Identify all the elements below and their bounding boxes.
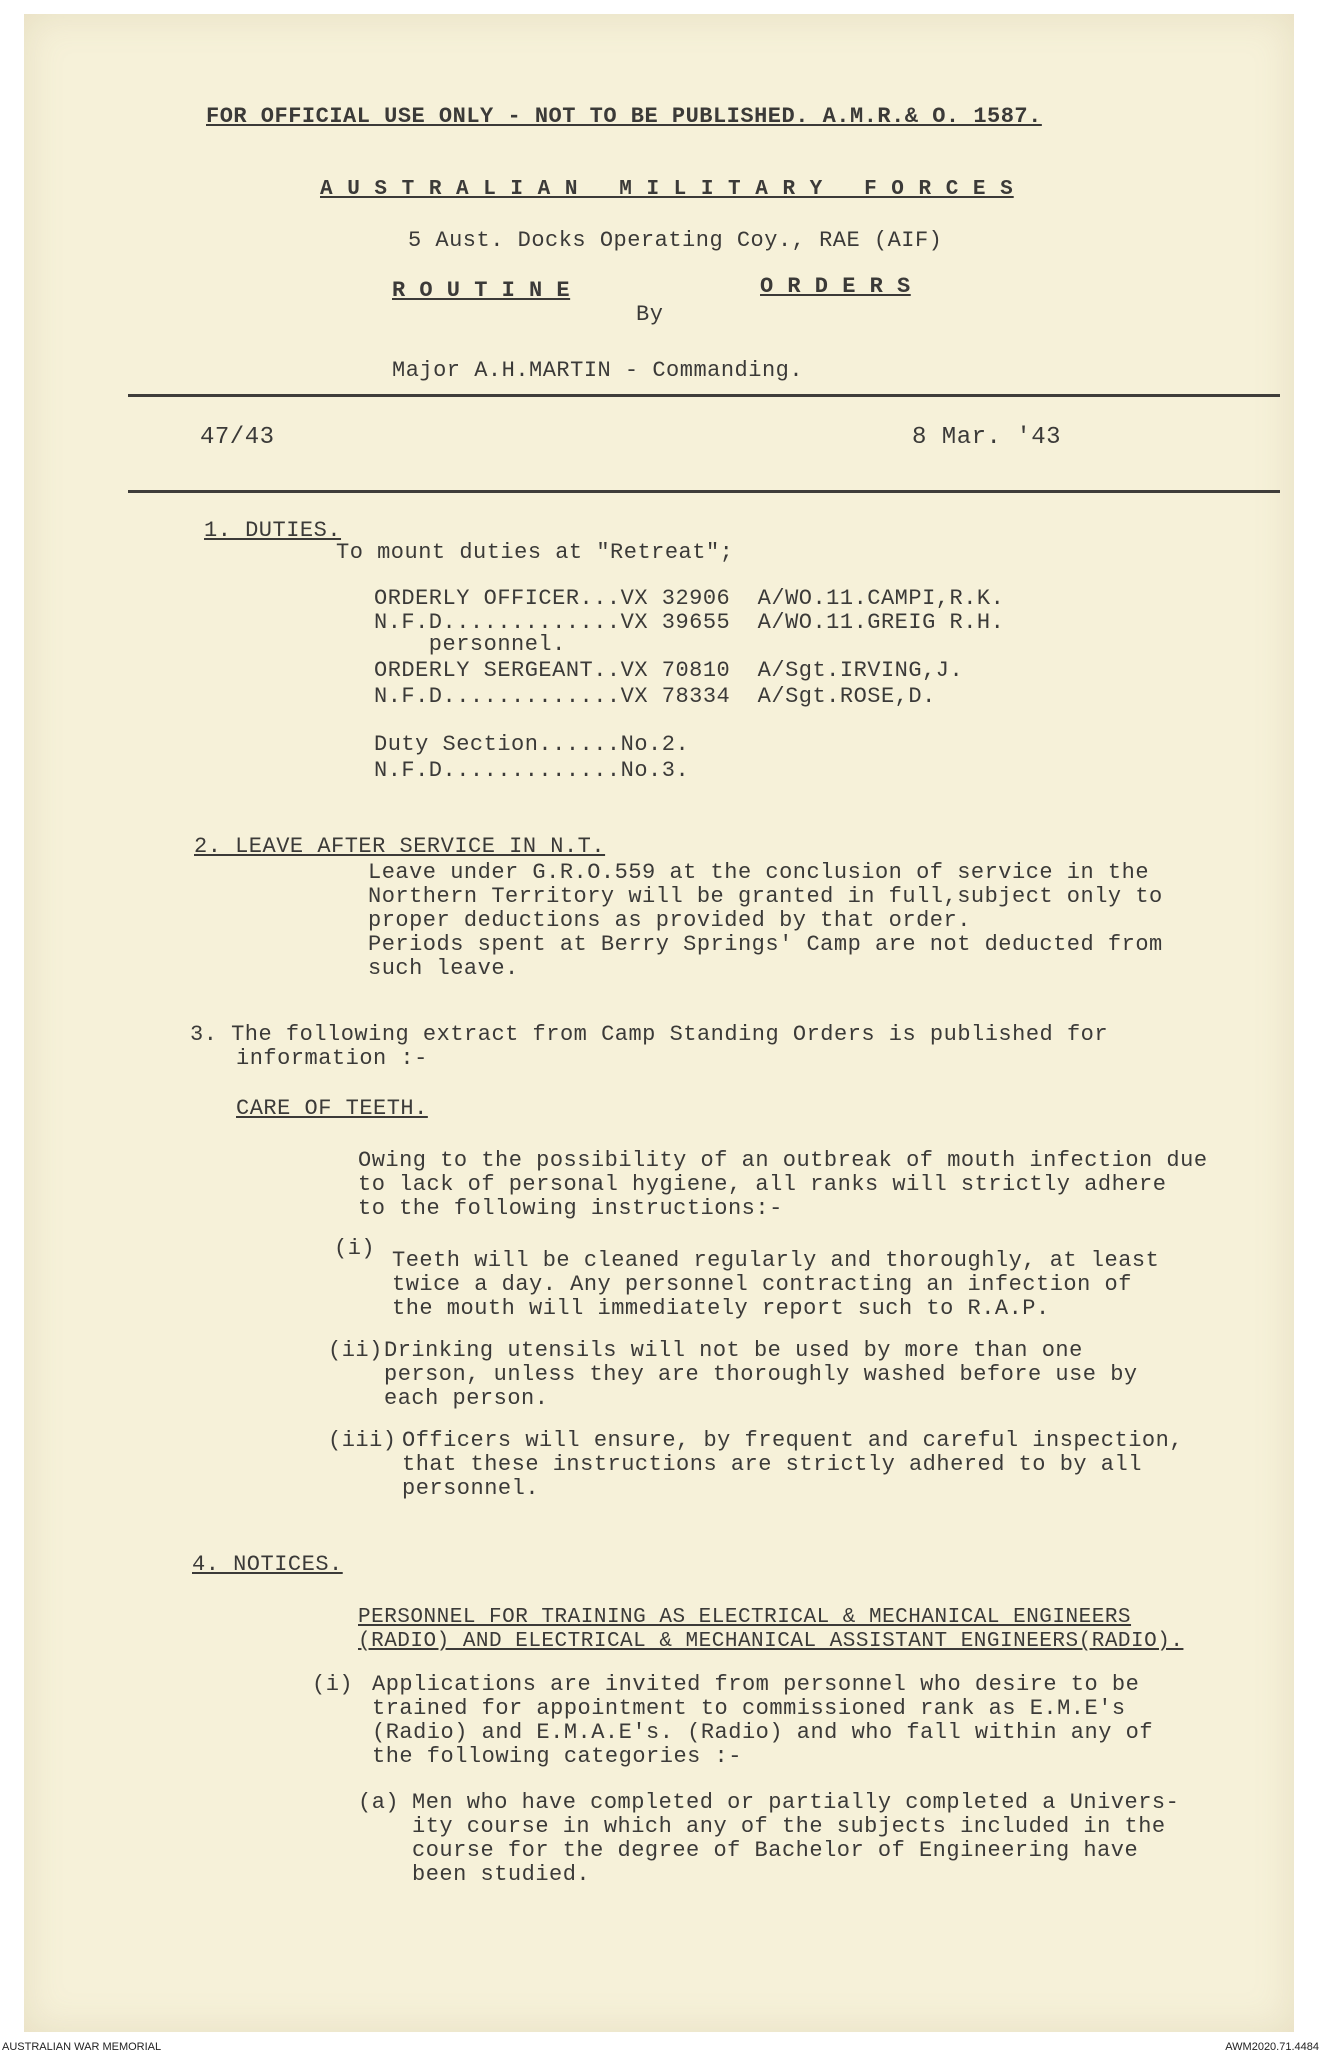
leave-heading: 2. LEAVE AFTER SERVICE IN N.T. (194, 834, 606, 859)
extract-line: information :- (236, 1046, 428, 1071)
item-number: (iii) (328, 1428, 397, 1453)
notices-heading: 4. NOTICES. (192, 1552, 343, 1577)
unit-name: 5 Aust. Docks Operating Coy., RAE (AIF) (408, 228, 943, 253)
footer-credit: AUSTRALIAN WAR MEMORIAL (2, 2041, 162, 2053)
extract-intro-line: to lack of personal hygiene, all ranks will strictly adhere (358, 1172, 1167, 1197)
item-number: (ii) (328, 1338, 383, 1363)
duty-row: N.F.D.............VX 39655 A/WO.11.GREIG R.H. (374, 610, 1005, 635)
notice-line: Applications are invited from personnel who desire to be (372, 1672, 1140, 1697)
item-line: the mouth will immediately report such to R.A.P. (392, 1296, 1050, 1321)
notice-line: the following categories :- (372, 1744, 742, 1769)
top-rule (128, 394, 1280, 397)
leave-line: proper deductions as provided by that order. (368, 908, 971, 933)
item-line: that these instructions are strictly adhered to by all (402, 1452, 1142, 1477)
by-label: By (636, 302, 664, 327)
orders-label: O R D E R S (760, 274, 911, 299)
extract-intro-line: Owing to the possibility of an outbreak of mouth infection due (358, 1148, 1208, 1173)
order-number: 47/43 (200, 424, 275, 451)
notice-line: trained for appointment to commissioned rank as E.M.E's (372, 1696, 1126, 1721)
care-of-teeth-heading: CARE OF TEETH. (236, 1096, 428, 1121)
leave-line: Periods spent at Berry Springs' Camp are not deducted from (368, 932, 1163, 957)
notices-subheading: PERSONNEL FOR TRAINING AS ELECTRICAL & MECHANICAL ENGINEERS (358, 1606, 1132, 1629)
leave-line: such leave. (368, 956, 519, 981)
bottom-rule (128, 490, 1280, 493)
notice-line: (Radio) and E.M.A.E's. (Radio) and who fall within any of (372, 1720, 1154, 1745)
item-line: Officers will ensure, by frequent and careful inspection, (402, 1428, 1184, 1453)
leave-line: Leave under G.R.O.559 at the conclusion of service in the (368, 860, 1150, 885)
notices-subheading: (RADIO) AND ELECTRICAL & MECHANICAL ASSISTANT ENGINEERS(RADIO). (358, 1630, 1184, 1653)
duty-section-row: Duty Section......No.2. (374, 732, 690, 757)
duties-heading: 1. DUTIES. (204, 518, 342, 543)
item-line: Teeth will be cleaned regularly and thoroughly, at least (392, 1248, 1160, 1273)
item-line: person, unless they are thoroughly washed before use by (384, 1362, 1138, 1387)
notice-item-number: (a) (358, 1790, 400, 1815)
routine-label: R O U T I N E (392, 278, 571, 303)
item-line: each person. (384, 1386, 549, 1411)
extract-line: 3. The following extract from Camp Standing Orders is published for (190, 1022, 1109, 1047)
duty-row: personnel. (374, 632, 566, 657)
extract-intro-line: to the following instructions:- (358, 1196, 783, 1221)
item-line: Drinking utensils will not be used by more than one (384, 1338, 1083, 1363)
notice-item-number: (i) (312, 1672, 354, 1697)
duty-row: ORDERLY OFFICER...VX 32906 A/WO.11.CAMPI,R.K. (374, 586, 1005, 611)
notice-line: ity course in which any of the subjects included in the (412, 1814, 1166, 1839)
force-title: A U S T R A L I A N M I L I T A R Y F O R C E S (320, 178, 1014, 201)
classification-line: FOR OFFICIAL USE ONLY - NOT TO BE PUBLISHED. A.M.R.& O. 1587. (206, 104, 1042, 129)
item-number: (i) (334, 1236, 376, 1261)
leave-line: Northern Territory will be granted in full,subject only to (368, 884, 1163, 909)
duty-row: N.F.D.............VX 78334 A/Sgt.ROSE,D. (374, 684, 936, 709)
commander-line: Major A.H.MARTIN - Commanding. (392, 358, 804, 383)
duty-section-row: N.F.D.............No.3. (374, 758, 690, 783)
notice-line: Men who have completed or partially completed a Univers- (412, 1790, 1180, 1815)
notice-line: course for the degree of Bachelor of Engineering have (412, 1838, 1139, 1863)
order-date: 8 Mar. '43 (912, 424, 1062, 451)
item-line: personnel. (402, 1476, 540, 1501)
footer-id: AWM2020.71.4484 (1225, 2041, 1319, 2053)
notice-line: been studied. (412, 1862, 591, 1887)
duty-row: ORDERLY SERGEANT..VX 70810 A/Sgt.IRVING,J. (374, 658, 964, 683)
item-line: twice a day. Any personnel contracting an infection of (392, 1272, 1132, 1297)
duties-intro: To mount duties at "Retreat"; (336, 540, 734, 565)
